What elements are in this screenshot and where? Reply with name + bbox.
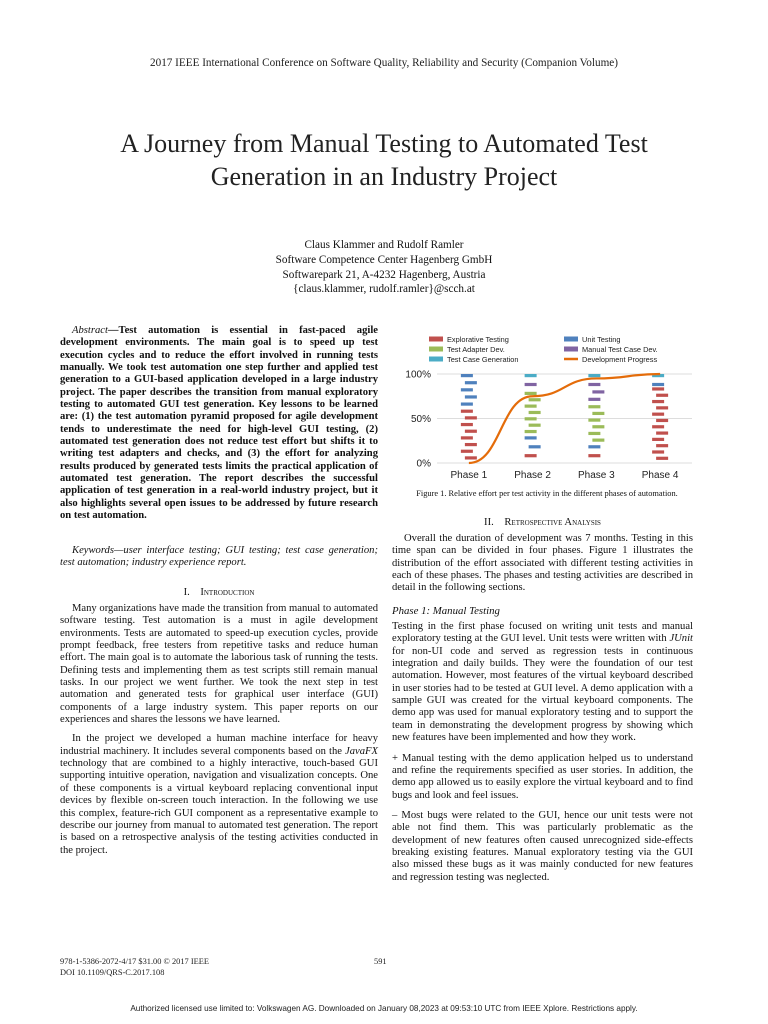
bar-segment-explorative-testing-4 — [656, 457, 668, 460]
conference-header: 2017 IEEE International Conference on Software Quality, Reliability and Security (Companion Volume) — [150, 57, 618, 69]
bar-segment-test-adapter-dev--2 — [529, 411, 541, 414]
bar-segment-explorative-testing-1 — [461, 423, 473, 426]
intro-paragraph-2-part-b: technology that are combined to a highly interactive, touch-based GUI supporting intuitive operation, navigation and visualization concepts. One of these components is a virtual keyboard replacing conventional input devices by flexible on-screen touch interaction. In the following we use this complex, feature-rich GUI component as a representative example to describe our journey from manual to automated test generation. The report is based on a retrospective analysis of the testing activities conducted in the project. — [60, 758, 378, 856]
bar-segment-explorative-testing-4 — [652, 425, 664, 428]
bar-segment-unit-testing-1 — [461, 402, 473, 405]
bar-segment-unit-testing-2 — [525, 436, 537, 439]
bar-segment-test-adapter-dev--2 — [525, 417, 537, 420]
bar-segment-test-adapter-dev--3 — [592, 439, 604, 442]
y-tick-label: 50% — [410, 414, 431, 425]
abstract-label: Abstract — [72, 325, 108, 336]
bar-segment-explorative-testing-1 — [461, 410, 473, 413]
footer-doi: DOI 10.1109/QRS-C.2017.108 — [60, 968, 165, 977]
x-tick-label: Phase 4 — [641, 470, 679, 481]
section-1-number: I. — [183, 587, 190, 598]
section-1-title: Introduction — [200, 587, 255, 598]
legend-swatch-explorative-testing — [429, 337, 443, 342]
phase-1-paragraph-italic: JUnit — [669, 633, 693, 645]
bar-segment-explorative-testing-4 — [656, 419, 668, 422]
y-tick-label: 0% — [416, 458, 431, 470]
bar-segment-explorative-testing-4 — [656, 394, 668, 397]
bar-segment-explorative-testing-1 — [465, 430, 477, 433]
bar-segment-manual-test-case-dev--3 — [592, 390, 604, 393]
bar-segment-explorative-testing-4 — [652, 387, 664, 390]
legend-label-test-case-generation: Test Case Generation — [447, 355, 519, 364]
bar-segment-unit-testing-4 — [652, 383, 664, 386]
bar-segment-explorative-testing-4 — [656, 444, 668, 447]
bar-segment-explorative-testing-1 — [465, 456, 477, 459]
legend-swatch-test-case-generation — [429, 357, 443, 362]
bar-segment-explorative-testing-4 — [652, 413, 664, 416]
bar-segment-explorative-testing-1 — [465, 416, 477, 419]
y-tick-label: 100% — [405, 369, 431, 381]
x-tick-label: Phase 1 — [450, 470, 488, 481]
phase-1-paragraph-part-a: Testing in the first phase focused on writing unit tests and manual exploratory testing at the GUI level. Unit tests were written with — [392, 621, 693, 645]
license-notice: Authorized licensed use limited to: Volkswagen AG. Downloaded on January 08,2023 at 09:53:10 UTC from IEEE Xplore. Restrictions apply. — [130, 1004, 638, 1013]
bar-segment-explorative-testing-4 — [652, 438, 664, 441]
retrospective-paragraph: Overall the duration of development was 7 months. Testing in this time span can be divided in four phases. Figure 1 illustrates the distribution of the effort associated with different testing activities in each of these phases. The phases and testing activities are described in detail in the following sections. — [392, 533, 693, 594]
legend-label-explorative-testing: Explorative Testing — [447, 335, 509, 344]
author-address: Softwarepark 21, A-4232 Hagenberg, Austria — [282, 268, 486, 281]
bar-segment-test-adapter-dev--2 — [529, 424, 541, 427]
bar-segment-test-case-generation-2 — [525, 374, 537, 377]
bar-segment-unit-testing-1 — [461, 388, 473, 391]
legend-swatch-unit-testing — [564, 337, 578, 342]
title-line-2: Generation in an Industry Project — [210, 162, 558, 191]
plus-paragraph: + Manual testing with the demo application helped us to understand and refine the requirements specified as user stories. In addition, the demo app allowed us to easily explore the virtual keyboard and to find bugs and look and feel issues. — [392, 752, 693, 801]
paper-title — [60, 127, 708, 193]
phase-1-heading: Phase 1: Manual Testing — [392, 604, 500, 617]
abstract-text: —Test automation is essential in fast-paced agile development environments. The main goal is to speed up test execution cycles and to reduce the effort involved in running tests manually. We took test automation one step further and applied test generation to a GUI-based application developed in a large industry project. The paper describes the transition from manual exploratory testing to automated GUI test generation. Key lessons to be learned are: (1) the test automation pyramid proposed for agile development tends to underestimate the need for high-level GUI testing, (2) automated test generation does not reduce test effort but shifts it to writing test adapters and checks, and (3) the effort for analyzing results produced by generated tests limits the practical application of automated test generation. The report describes the successful application of test generation in a real-world industry project, but it also highlights several open issues to be addressed by future research on test automation. — [60, 325, 378, 522]
bar-segment-test-adapter-dev--2 — [525, 392, 537, 395]
author-block — [0, 238, 768, 297]
intro-paragraph-2-italic: JavaFX — [345, 745, 378, 757]
minus-paragraph: – Most bugs were related to the GUI, hence our unit tests were not able not find them. This was particularly problematic as the development of new features often caused unrecognized side-effects breaking existing features. Manual exploratory testing via the GUI also missed these bugs as it was mainly conducted for new features and regression testing was neglected. — [392, 809, 693, 883]
bar-segment-test-adapter-dev--3 — [588, 405, 600, 408]
section-1-heading — [60, 587, 378, 599]
bar-segment-explorative-testing-2 — [525, 454, 537, 457]
bar-segment-manual-test-case-dev--3 — [588, 383, 600, 386]
bar-segment-manual-test-case-dev--2 — [525, 383, 537, 386]
bar-segment-explorative-testing-1 — [461, 450, 473, 453]
legend-label-development-progress: Development Progress — [582, 355, 658, 364]
bar-segment-explorative-testing-4 — [652, 450, 664, 453]
bar-segment-explorative-testing-1 — [465, 443, 477, 446]
footer-metadata — [60, 956, 209, 978]
abstract — [60, 325, 378, 523]
author-affiliation: Software Competence Center Hagenberg GmbH — [275, 253, 493, 266]
phase-1-paragraph-part-b: for non-UI code and served as regression tests in continuous integration and daily builds. They were the foundation of our test automation. However, most features of the virtual keyboard described in user stories had to be tested at GUI level. A demo application with a sample GUI was created for the virtual keyboard components. The demo app was used for manual exploratory testing and to support the team in demonstrating the development progress by showing which new features have been implemented and how they work. — [392, 645, 693, 744]
legend-label-manual-test-case-dev-: Manual Test Case Dev. — [582, 345, 658, 354]
bar-segment-test-adapter-dev--3 — [588, 419, 600, 422]
author-email: {claus.klammer, rudolf.ramler}@scch.at — [293, 283, 475, 296]
bar-segment-unit-testing-1 — [465, 395, 477, 398]
section-2-number: II. — [484, 517, 494, 528]
introduction-body — [60, 603, 378, 857]
figure-1-caption: Figure 1. Relative effort per test activity in the different phases of automation. — [416, 489, 678, 498]
legend-label-test-adapter-dev-: Test Adapter Dev. — [447, 345, 505, 354]
bar-segment-test-adapter-dev--2 — [529, 398, 541, 401]
legend-swatch-test-adapter-dev- — [429, 347, 443, 352]
section-2-heading — [392, 517, 693, 529]
intro-paragraph-1: Many organizations have made the transition from manual to automated software testing. Test automation is a must in agile development environments. Tests are automated to speed-up execution cycles, provide prompt feedback, free testers from repetitive tasks and reduce human effort. The main goal is to automate the laborious task of running the tests. Defining tests and implementing them as test scripts still remain manual tasks. In our project we went further. We took the next step in test automation and generated tests for graphical user interface (GUI) components of a large industry system. This paper reports on our experiences and shares the lessons we have learned. — [60, 603, 378, 726]
x-tick-label: Phase 2 — [514, 470, 551, 481]
x-tick-label: Phase 3 — [578, 470, 615, 481]
bar-segment-test-adapter-dev--3 — [592, 425, 604, 428]
bar-segment-unit-testing-1 — [461, 374, 473, 377]
bar-segment-explorative-testing-3 — [588, 454, 600, 457]
bar-segment-explorative-testing-4 — [656, 406, 668, 409]
bar-segment-test-adapter-dev--2 — [525, 405, 537, 408]
retrospective-body — [392, 533, 693, 884]
bar-segment-manual-test-case-dev--3 — [588, 398, 600, 401]
keywords-label: Keywords — [72, 545, 114, 556]
figure-1 — [392, 330, 702, 490]
section-2-title: Retrospective Analysis — [504, 517, 601, 528]
bar-segment-explorative-testing-4 — [656, 431, 668, 434]
bar-segment-unit-testing-3 — [588, 445, 600, 448]
keywords — [60, 545, 378, 570]
bar-segment-test-case-generation-3 — [588, 374, 600, 377]
intro-paragraph-2-part-a: In the project we developed a human machine interface for heavy industrial machinery. It includes several components based on the — [60, 733, 378, 757]
page-number: 591 — [374, 957, 387, 966]
bar-segment-test-adapter-dev--2 — [525, 430, 537, 433]
legend-label-unit-testing: Unit Testing — [582, 335, 621, 344]
bar-segment-explorative-testing-1 — [461, 436, 473, 439]
phase-1-paragraph — [392, 621, 693, 744]
intro-paragraph-2 — [60, 733, 378, 856]
bar-segment-unit-testing-1 — [465, 381, 477, 384]
footer-isbn: 978-1-5386-2072-4/17 $31.00 © 2017 IEEE — [60, 957, 209, 966]
bar-segment-unit-testing-2 — [529, 445, 541, 448]
legend-swatch-manual-test-case-dev- — [564, 347, 578, 352]
effort-chart — [392, 330, 702, 490]
title-line-1: A Journey from Manual Testing to Automated Test — [120, 129, 648, 158]
bar-segment-explorative-testing-4 — [652, 400, 664, 403]
bar-segment-test-adapter-dev--3 — [588, 432, 600, 435]
bar-segment-test-adapter-dev--3 — [592, 412, 604, 415]
author-names: Claus Klammer and Rudolf Ramler — [304, 239, 464, 251]
keywords-text: —user interface testing; GUI testing; test case generation; test automation; industry experience report. — [60, 545, 378, 569]
